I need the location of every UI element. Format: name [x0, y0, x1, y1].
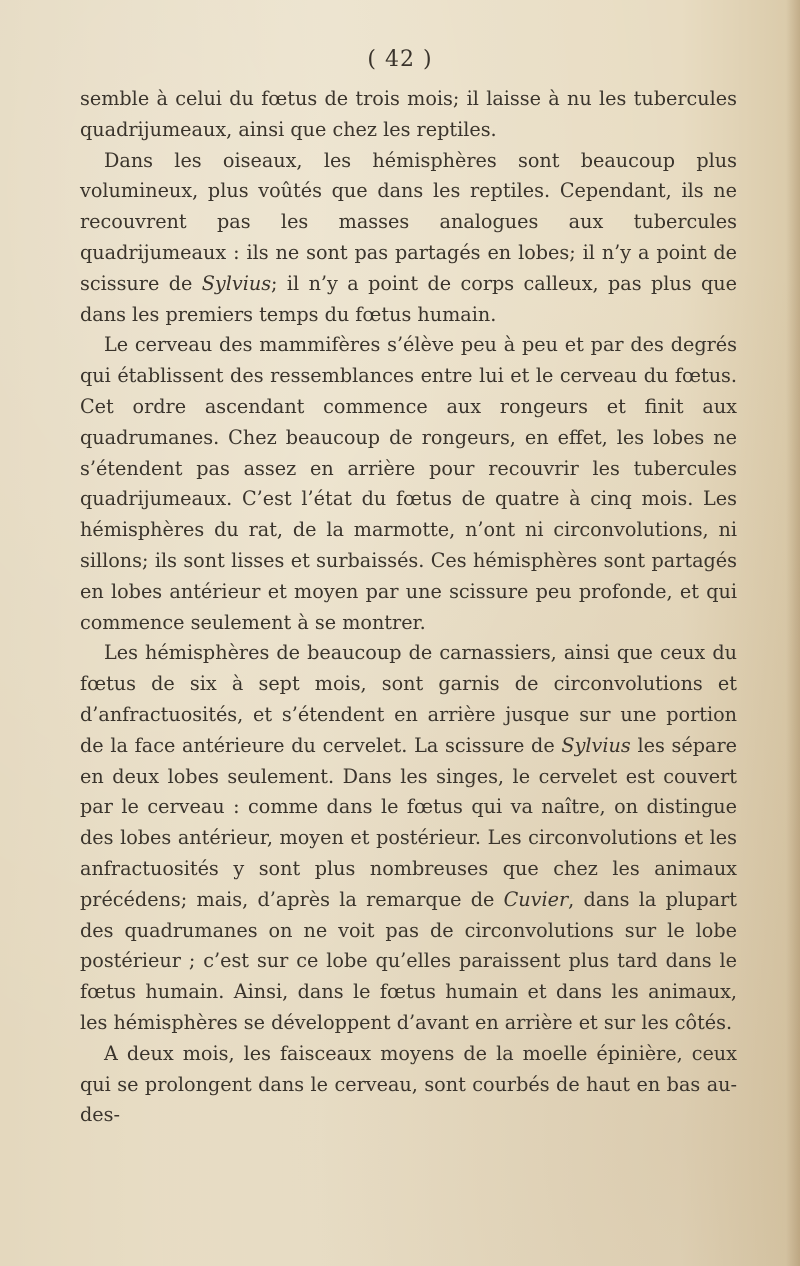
italic-name: Sylvius — [561, 733, 631, 757]
text-run: Le cerveau des mammifères s’élève peu à peu et par des degrés qui établissent des ressemblances entre lui et le cerveau du fœtus. Cet ordre ascendant commence aux rongeurs et finit aux quadrumanes. Chez beaucoup de rongeurs, en effet, les lobes ne s’étendent pas assez en arrière pour recouvrir les tubercules quadrijumeaux. C’est l’état du fœtus de quatre à cinq mois. Les hémisphères du rat, de la marmotte, n’ont ni circonvolutions, ni sillons; ils sont lisses et surbaissés. Ces hémisphères sont partagés en lobes antérieur et moyen par une scissure peu profonde, et qui commence seulement à se montrer. — [80, 333, 737, 634]
text-run: les sépare en deux lobes seulement. Dans les singes, le cervelet est couvert par le cerveau : comme dans le fœtus qui va naître, on distingue des lobes antérieur, moyen et postérieur. Les circonvolutions et les anfractuosités y sont plus nombreuses que chez les animaux précédens; mais, d’après la remarque de — [80, 733, 737, 911]
italic-name: Sylvius — [201, 271, 272, 295]
text-run: Dans les oiseaux, les hémisphères sont beaucoup plus volumineux, plus voûtés que dans les reptiles. Cependant, ils ne recouvrent pas les masses analogues aux tubercules quadrijumeaux : ils ne sont pas partagés en lobes; il n’y a point de scissure de — [80, 148, 737, 295]
text-run: semble à celui du fœtus de trois mois; il laisse à nu les tubercules quadrijumeaux, ainsi que chez les reptiles. — [80, 87, 737, 141]
italic-name: Cuvier — [503, 887, 569, 911]
text-run: Les hémisphères de beaucoup de carnassiers, ainsi que ceux du fœtus de six à sept mois, sont garnis de circonvolutions et d’anfractuosités, et s’étendent en arrière jusque sur une portion de la face antérieure du cervelet. La scissure de — [80, 641, 737, 757]
paragraph — [80, 84, 737, 146]
paragraph — [80, 1039, 737, 1131]
text-run: ; il n’y a point de corps calleux, pas plus que dans les premiers temps du fœtus humain. — [80, 271, 737, 326]
text-run: , dans la plupart des quadrumanes on ne voit pas de circonvolutions sur le lobe postérieur ; c’est sur ce lobe qu’elles paraissent plus tard dans le fœtus humain. Ainsi, dans le fœtus humain et dans les animaux, les hémisphères se développent d’avant en arrière et sur les côtés. — [80, 887, 737, 1034]
paragraph — [80, 330, 737, 638]
text-run: A deux mois, les faisceaux moyens de la moelle épinière, ceux qui se prolongent dans le cerveau, sont courbés de haut en bas au-des- — [80, 1041, 737, 1127]
paragraph — [80, 638, 737, 1038]
body-text — [80, 84, 737, 1131]
page-number: ( 42 ) — [367, 47, 433, 72]
paragraph — [80, 146, 737, 331]
